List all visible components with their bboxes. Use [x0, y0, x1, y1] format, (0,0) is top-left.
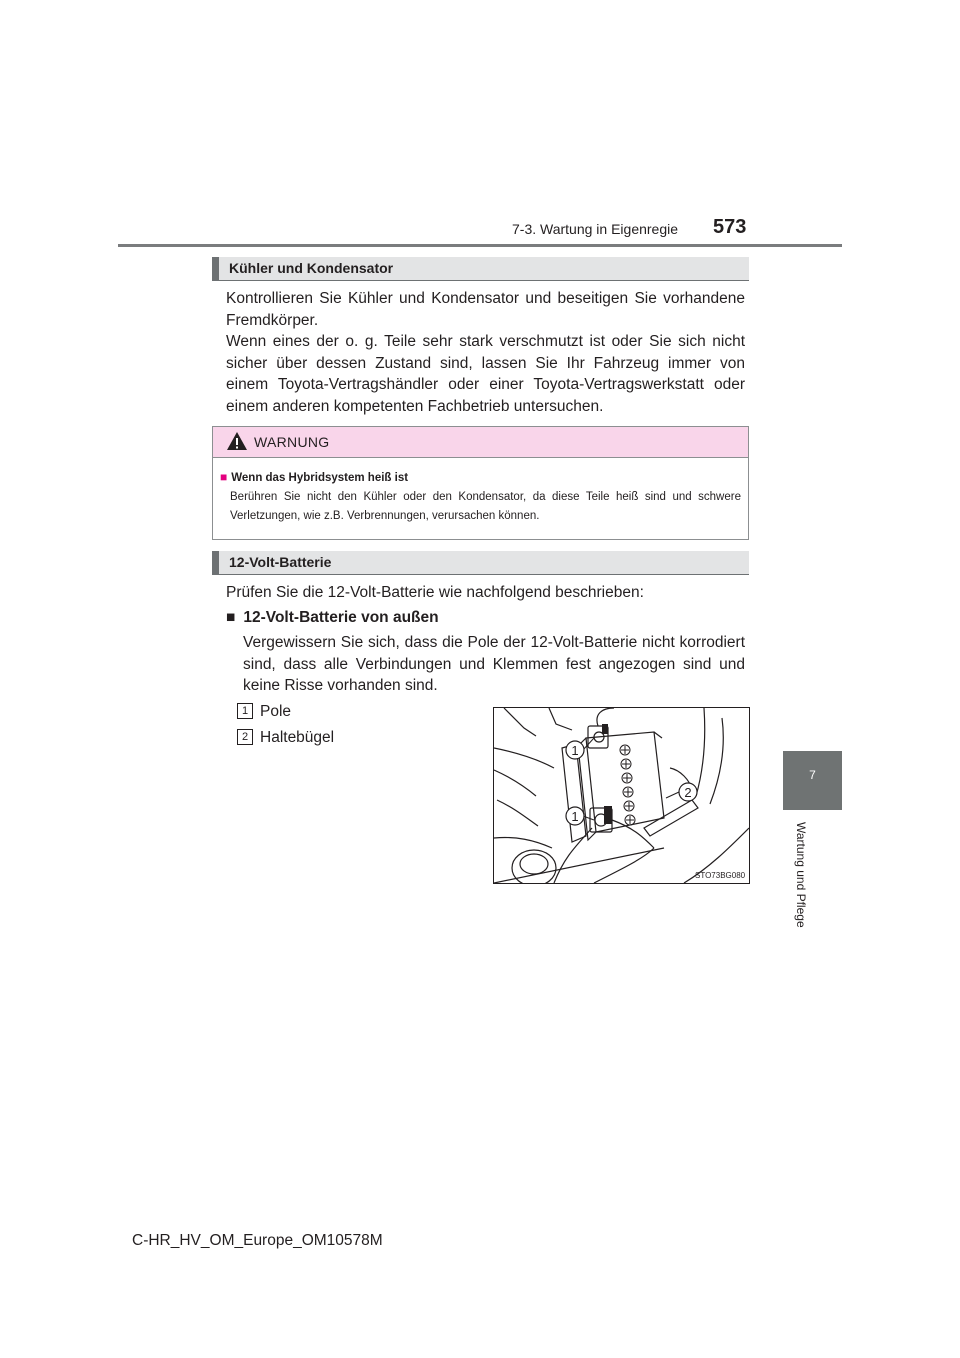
- header-section-title: 7-3. Wartung in Eigenregie: [512, 221, 679, 237]
- warning-triangle-icon: [226, 431, 248, 451]
- radiator-paragraphs: [226, 288, 745, 417]
- figure-callout: 2: [684, 785, 692, 800]
- warning-label: WARNUNG: [254, 434, 330, 450]
- legend-label: Pole: [260, 703, 292, 720]
- warning-text: Berühren Sie nicht den Kühler oder den Kondensator, da diese Teile heiß sind und schwere Verletzungen, wie z.B. Verbrennungen, verursachen können.: [230, 491, 741, 522]
- battery-illustration: [493, 707, 750, 884]
- bullet-text: Vergewissern Sie sich, dass die Pole der 12-Volt-Batterie nicht korrodiert sind, dass alle Verbindungen und Klemmen fest angezogen sind und keine Risse vorhanden sind.: [243, 634, 745, 694]
- figure-callout: 1: [571, 743, 579, 758]
- figure-callout: 1: [571, 809, 579, 824]
- bullet-heading: ■ 12-Volt-Batterie von außen: [226, 609, 439, 626]
- chapter-number: 7: [809, 768, 816, 782]
- section-heading-battery: [212, 551, 749, 575]
- pink-square-icon: ■: [220, 470, 228, 484]
- section-title: Kühler und Kondensator: [229, 260, 394, 276]
- legend-label: Haltebügel: [260, 729, 335, 746]
- header-rule: [118, 244, 842, 247]
- document-id: C-HR_HV_OM_Europe_OM10578M: [132, 1232, 383, 1249]
- legend-number: 2: [237, 729, 253, 745]
- radiator-para-1: Kontrollieren Sie Kühler und Kondensator und beseitigen Sie vorhandene Fremdkörper.: [226, 290, 745, 329]
- page-number: 573: [713, 216, 747, 238]
- bullet-square-icon: ■: [226, 609, 236, 626]
- figure-code: STO73BG080: [695, 871, 746, 880]
- radiator-para-2: Wenn eines der o. g. Teile sehr stark verschmutzt ist oder Sie sich nicht sicher über dessen Zustand sind, lassen Sie Ihr Fahrzeug immer von einem Toyota-Vertragshändler oder einer Toyota-Vertragswerkstatt oder einem anderen kompetenten Fachbetrieb untersuchen.: [226, 333, 745, 415]
- legend-number: 1: [237, 703, 253, 719]
- warning-header: [213, 427, 748, 458]
- chapter-title: Wartung und Pflege: [794, 822, 808, 928]
- battery-drawing: [494, 708, 749, 883]
- warning-subtitle: ■ Wenn das Hybridsystem heiß ist: [220, 470, 409, 484]
- warning-box: [212, 426, 749, 540]
- battery-intro: Prüfen Sie die 12-Volt-Batterie wie nachfolgend beschrieben:: [226, 584, 644, 601]
- section-title: 12-Volt-Batterie: [229, 554, 332, 570]
- section-heading-radiator: [212, 257, 749, 281]
